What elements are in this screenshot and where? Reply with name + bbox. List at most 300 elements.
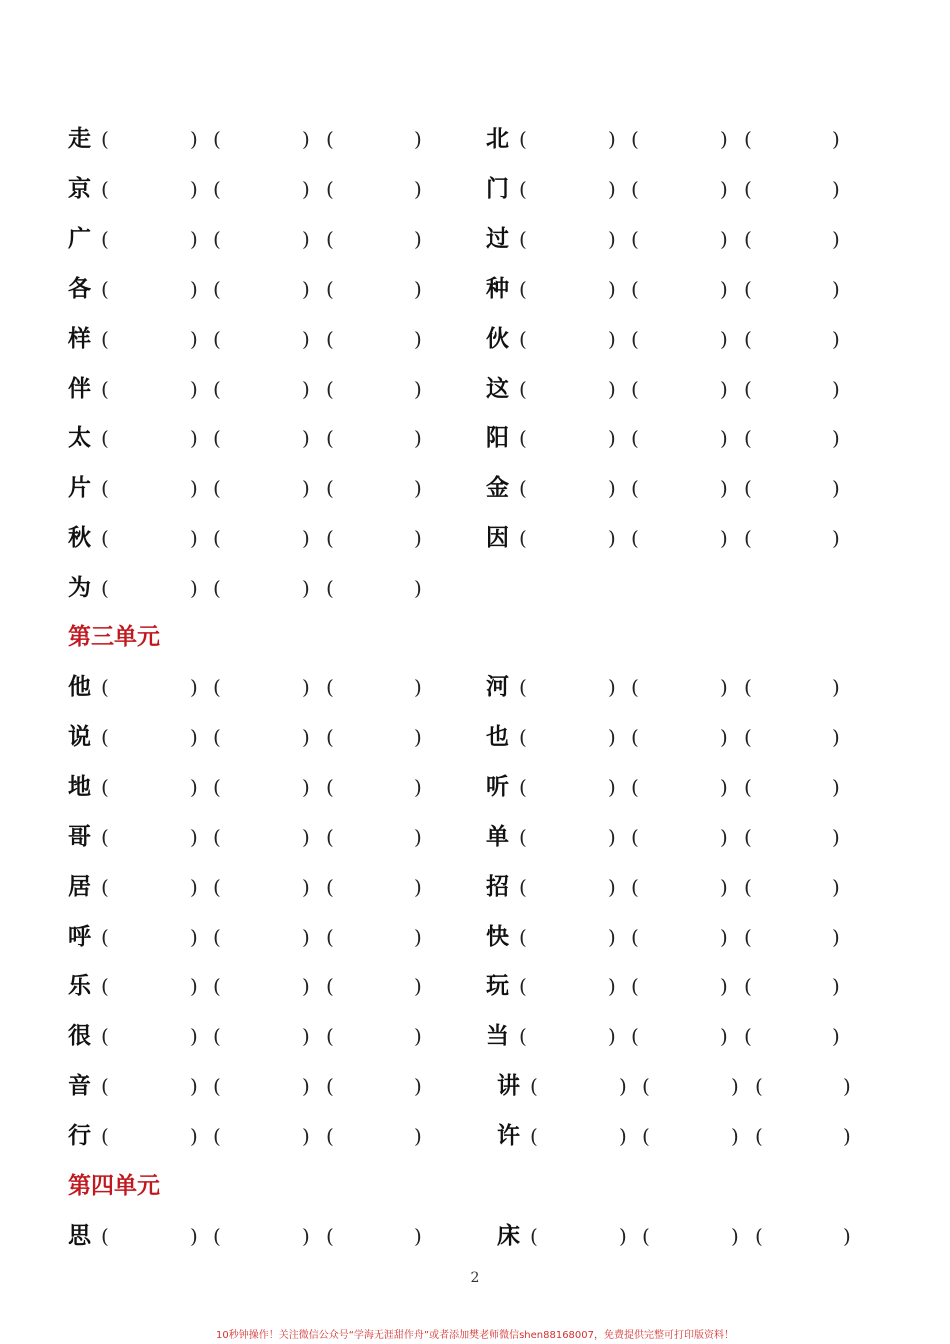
close-paren: ) [832, 226, 840, 251]
open-paren: ( [326, 476, 334, 501]
open-paren: ( [744, 526, 752, 551]
open-paren: ( [519, 724, 527, 749]
target-character: 他 [68, 673, 91, 700]
target-character: 居 [68, 872, 91, 900]
close-paren: ) [190, 476, 198, 501]
close-paren: ) [190, 176, 198, 201]
open-paren: ( [326, 176, 334, 201]
worksheet-row [0, 1116, 950, 1156]
open-paren: ( [530, 1074, 538, 1099]
open-paren: ( [213, 675, 221, 699]
close-paren: ) [190, 426, 198, 451]
target-character: 音 [68, 1072, 91, 1100]
close-paren: ) [608, 675, 616, 699]
open-paren: ( [101, 1224, 109, 1248]
close-paren: ) [302, 974, 310, 999]
close-paren: ) [414, 1224, 422, 1248]
open-paren: ( [326, 1124, 334, 1149]
close-paren: ) [414, 675, 422, 699]
close-paren: ) [302, 326, 310, 351]
worksheet-row [0, 369, 950, 409]
close-paren: ) [302, 376, 310, 401]
close-paren: ) [720, 276, 728, 301]
open-paren: ( [213, 226, 221, 251]
open-paren: ( [326, 276, 334, 301]
target-character: 过 [486, 224, 509, 252]
close-paren: ) [832, 276, 840, 301]
open-paren: ( [744, 724, 752, 749]
open-paren: ( [213, 724, 221, 749]
open-paren: ( [755, 1074, 763, 1099]
page-number: 2 [470, 1270, 480, 1286]
open-paren: ( [326, 326, 334, 351]
close-paren: ) [608, 924, 616, 949]
target-character: 哥 [68, 822, 91, 850]
close-paren: ) [720, 924, 728, 949]
worksheet-row [0, 418, 950, 458]
close-paren: ) [720, 774, 728, 799]
open-paren: ( [519, 476, 527, 501]
target-character: 走 [68, 125, 91, 152]
open-paren: ( [213, 774, 221, 799]
close-paren: ) [302, 924, 310, 949]
close-paren: ) [731, 1124, 739, 1149]
close-paren: ) [608, 974, 616, 999]
target-character: 河 [486, 673, 509, 700]
target-character: 呼 [68, 922, 91, 950]
target-character: 京 [68, 174, 91, 202]
open-paren: ( [213, 426, 221, 451]
close-paren: ) [720, 426, 728, 451]
open-paren: ( [642, 1224, 650, 1248]
close-paren: ) [190, 724, 198, 749]
close-paren: ) [190, 276, 198, 301]
close-paren: ) [608, 326, 616, 351]
unit-3-heading: 第三单元 [68, 623, 160, 650]
open-paren: ( [213, 824, 221, 849]
target-character: 也 [486, 722, 509, 750]
open-paren: ( [101, 426, 109, 451]
close-paren: ) [832, 526, 840, 551]
open-paren: ( [213, 127, 221, 151]
close-paren: ) [302, 774, 310, 799]
close-paren: ) [832, 376, 840, 401]
target-character: 招 [486, 872, 509, 900]
close-paren: ) [414, 874, 422, 899]
close-paren: ) [302, 226, 310, 251]
open-paren: ( [642, 1124, 650, 1149]
target-character: 为 [68, 574, 91, 602]
target-character: 讲 [497, 1072, 520, 1100]
target-character: 北 [486, 125, 509, 152]
open-paren: ( [326, 774, 334, 799]
worksheet-row [0, 817, 950, 857]
close-paren: ) [190, 1024, 198, 1049]
open-paren: ( [101, 824, 109, 849]
open-paren: ( [631, 774, 639, 799]
target-character: 乐 [68, 972, 91, 1000]
open-paren: ( [101, 376, 109, 401]
open-paren: ( [213, 1024, 221, 1049]
target-character: 种 [486, 274, 509, 302]
worksheet-row [0, 319, 950, 359]
close-paren: ) [414, 476, 422, 501]
close-paren: ) [190, 1224, 198, 1248]
close-paren: ) [414, 824, 422, 849]
open-paren: ( [326, 376, 334, 401]
close-paren: ) [302, 874, 310, 899]
close-paren: ) [832, 426, 840, 451]
open-paren: ( [744, 226, 752, 251]
close-paren: ) [608, 376, 616, 401]
open-paren: ( [101, 1124, 109, 1149]
open-paren: ( [101, 276, 109, 301]
close-paren: ) [843, 1224, 851, 1248]
target-character: 单 [486, 822, 509, 850]
open-paren: ( [631, 426, 639, 451]
open-paren: ( [213, 974, 221, 999]
worksheet-row [0, 767, 950, 807]
open-paren: ( [631, 276, 639, 301]
close-paren: ) [414, 974, 422, 999]
close-paren: ) [731, 1074, 739, 1099]
open-paren: ( [101, 1074, 109, 1099]
open-paren: ( [519, 276, 527, 301]
close-paren: ) [608, 526, 616, 551]
close-paren: ) [302, 675, 310, 699]
open-paren: ( [101, 576, 109, 601]
close-paren: ) [190, 576, 198, 601]
close-paren: ) [608, 1024, 616, 1049]
close-paren: ) [302, 824, 310, 849]
open-paren: ( [326, 1024, 334, 1049]
open-paren: ( [101, 924, 109, 949]
open-paren: ( [101, 774, 109, 799]
close-paren: ) [414, 426, 422, 451]
open-paren: ( [631, 924, 639, 949]
close-paren: ) [302, 276, 310, 301]
open-paren: ( [326, 226, 334, 251]
close-paren: ) [302, 576, 310, 601]
worksheet-row [0, 867, 950, 907]
open-paren: ( [326, 1074, 334, 1099]
open-paren: ( [519, 526, 527, 551]
open-paren: ( [326, 874, 334, 899]
worksheet-row [0, 169, 950, 209]
open-paren: ( [101, 176, 109, 201]
target-character: 当 [486, 1022, 509, 1050]
close-paren: ) [832, 1024, 840, 1049]
target-character: 门 [486, 174, 509, 202]
close-paren: ) [608, 724, 616, 749]
open-paren: ( [744, 774, 752, 799]
close-paren: ) [720, 1024, 728, 1049]
open-paren: ( [213, 176, 221, 201]
open-paren: ( [744, 176, 752, 201]
target-character: 阳 [486, 424, 509, 452]
close-paren: ) [832, 724, 840, 749]
open-paren: ( [744, 276, 752, 301]
open-paren: ( [519, 924, 527, 949]
open-paren: ( [744, 924, 752, 949]
close-paren: ) [190, 1124, 198, 1149]
open-paren: ( [755, 1124, 763, 1149]
close-paren: ) [619, 1124, 627, 1149]
open-paren: ( [519, 874, 527, 899]
close-paren: ) [190, 376, 198, 401]
target-character: 因 [486, 524, 509, 552]
open-paren: ( [631, 376, 639, 401]
close-paren: ) [619, 1224, 627, 1248]
close-paren: ) [832, 675, 840, 699]
open-paren: ( [101, 326, 109, 351]
close-paren: ) [302, 176, 310, 201]
open-paren: ( [530, 1124, 538, 1149]
close-paren: ) [190, 326, 198, 351]
close-paren: ) [720, 526, 728, 551]
open-paren: ( [744, 974, 752, 999]
close-paren: ) [190, 226, 198, 251]
worksheet-row [0, 1216, 950, 1256]
open-paren: ( [326, 974, 334, 999]
open-paren: ( [213, 924, 221, 949]
target-character: 这 [486, 374, 509, 402]
open-paren: ( [519, 426, 527, 451]
close-paren: ) [832, 974, 840, 999]
close-paren: ) [832, 476, 840, 501]
worksheet-row [0, 1016, 950, 1056]
close-paren: ) [414, 924, 422, 949]
open-paren: ( [530, 1224, 538, 1248]
target-character: 地 [68, 772, 91, 800]
close-paren: ) [414, 1024, 422, 1049]
open-paren: ( [642, 1074, 650, 1099]
open-paren: ( [631, 824, 639, 849]
close-paren: ) [720, 974, 728, 999]
close-paren: ) [190, 924, 198, 949]
open-paren: ( [631, 874, 639, 899]
target-character: 片 [68, 474, 91, 502]
open-paren: ( [519, 774, 527, 799]
close-paren: ) [608, 476, 616, 501]
open-paren: ( [631, 1024, 639, 1049]
open-paren: ( [213, 376, 221, 401]
close-paren: ) [720, 724, 728, 749]
close-paren: ) [843, 1124, 851, 1149]
open-paren: ( [744, 675, 752, 699]
open-paren: ( [213, 1124, 221, 1149]
open-paren: ( [101, 526, 109, 551]
open-paren: ( [213, 576, 221, 601]
target-character: 广 [68, 224, 91, 252]
close-paren: ) [302, 1074, 310, 1099]
close-paren: ) [414, 724, 422, 749]
open-paren: ( [519, 376, 527, 401]
close-paren: ) [832, 176, 840, 201]
target-character: 样 [68, 324, 91, 352]
close-paren: ) [720, 476, 728, 501]
open-paren: ( [326, 924, 334, 949]
close-paren: ) [414, 226, 422, 251]
close-paren: ) [720, 176, 728, 201]
close-paren: ) [619, 1074, 627, 1099]
close-paren: ) [720, 376, 728, 401]
close-paren: ) [302, 127, 310, 151]
worksheet-row [0, 1066, 950, 1106]
close-paren: ) [832, 774, 840, 799]
close-paren: ) [190, 675, 198, 699]
close-paren: ) [414, 176, 422, 201]
worksheet-row [0, 468, 950, 508]
worksheet-row [0, 269, 950, 309]
close-paren: ) [414, 326, 422, 351]
worksheet-row [0, 518, 950, 558]
close-paren: ) [302, 1024, 310, 1049]
open-paren: ( [213, 1224, 221, 1248]
target-character: 行 [68, 1122, 91, 1150]
target-character: 许 [497, 1122, 520, 1150]
open-paren: ( [101, 1024, 109, 1049]
close-paren: ) [608, 276, 616, 301]
open-paren: ( [744, 326, 752, 351]
close-paren: ) [190, 1074, 198, 1099]
target-character: 秋 [68, 524, 91, 552]
open-paren: ( [744, 824, 752, 849]
open-paren: ( [519, 176, 527, 201]
close-paren: ) [832, 924, 840, 949]
close-paren: ) [414, 1124, 422, 1149]
open-paren: ( [326, 1224, 334, 1248]
open-paren: ( [101, 675, 109, 699]
open-paren: ( [213, 526, 221, 551]
open-paren: ( [101, 476, 109, 501]
open-paren: ( [519, 127, 527, 151]
target-character: 太 [68, 424, 91, 452]
close-paren: ) [414, 774, 422, 799]
close-paren: ) [190, 774, 198, 799]
open-paren: ( [631, 127, 639, 151]
close-paren: ) [414, 376, 422, 401]
worksheet-row [0, 568, 950, 608]
close-paren: ) [608, 176, 616, 201]
open-paren: ( [631, 675, 639, 699]
close-paren: ) [190, 526, 198, 551]
close-paren: ) [608, 127, 616, 151]
open-paren: ( [326, 127, 334, 151]
close-paren: ) [720, 675, 728, 699]
target-character: 伴 [68, 374, 91, 402]
open-paren: ( [631, 724, 639, 749]
open-paren: ( [744, 127, 752, 151]
close-paren: ) [608, 426, 616, 451]
target-character: 说 [68, 722, 91, 750]
target-character: 听 [486, 772, 509, 800]
open-paren: ( [519, 824, 527, 849]
open-paren: ( [755, 1224, 763, 1248]
close-paren: ) [608, 226, 616, 251]
open-paren: ( [213, 476, 221, 501]
open-paren: ( [101, 127, 109, 151]
target-character: 各 [68, 274, 91, 302]
close-paren: ) [190, 127, 198, 151]
open-paren: ( [631, 526, 639, 551]
open-paren: ( [326, 675, 334, 699]
close-paren: ) [832, 874, 840, 899]
close-paren: ) [832, 127, 840, 151]
open-paren: ( [744, 476, 752, 501]
worksheet-row [0, 219, 950, 259]
open-paren: ( [101, 724, 109, 749]
close-paren: ) [414, 576, 422, 601]
close-paren: ) [832, 824, 840, 849]
target-character: 金 [486, 474, 509, 502]
close-paren: ) [302, 526, 310, 551]
target-character: 很 [68, 1022, 91, 1050]
close-paren: ) [302, 476, 310, 501]
open-paren: ( [631, 176, 639, 201]
open-paren: ( [631, 326, 639, 351]
close-paren: ) [720, 127, 728, 151]
close-paren: ) [832, 326, 840, 351]
close-paren: ) [720, 326, 728, 351]
open-paren: ( [326, 526, 334, 551]
close-paren: ) [720, 874, 728, 899]
close-paren: ) [302, 426, 310, 451]
close-paren: ) [414, 1074, 422, 1099]
open-paren: ( [326, 576, 334, 601]
target-character: 快 [486, 922, 509, 950]
open-paren: ( [519, 675, 527, 699]
open-paren: ( [519, 226, 527, 251]
close-paren: ) [414, 127, 422, 151]
close-paren: ) [190, 824, 198, 849]
close-paren: ) [414, 526, 422, 551]
worksheet-row [0, 667, 950, 707]
open-paren: ( [213, 874, 221, 899]
open-paren: ( [101, 974, 109, 999]
open-paren: ( [744, 426, 752, 451]
close-paren: ) [720, 226, 728, 251]
open-paren: ( [631, 974, 639, 999]
open-paren: ( [101, 874, 109, 899]
close-paren: ) [302, 1124, 310, 1149]
open-paren: ( [326, 724, 334, 749]
close-paren: ) [302, 724, 310, 749]
close-paren: ) [608, 824, 616, 849]
worksheet-row [0, 717, 950, 757]
open-paren: ( [326, 824, 334, 849]
open-paren: ( [631, 476, 639, 501]
open-paren: ( [631, 226, 639, 251]
close-paren: ) [608, 874, 616, 899]
close-paren: ) [190, 974, 198, 999]
open-paren: ( [213, 326, 221, 351]
open-paren: ( [744, 376, 752, 401]
open-paren: ( [213, 1074, 221, 1099]
target-character: 床 [497, 1222, 520, 1249]
unit-4-heading: 第四单元 [68, 1172, 160, 1199]
open-paren: ( [101, 226, 109, 251]
target-character: 伙 [486, 324, 509, 352]
close-paren: ) [720, 824, 728, 849]
open-paren: ( [744, 874, 752, 899]
footer-notice: 10秒钟操作！关注微信公众号“学海无涯甜作舟”或者添加樊老师微信shen88168007，免费提供完整可打印版资料！ [215, 1330, 735, 1341]
open-paren: ( [326, 426, 334, 451]
target-character: 玩 [486, 972, 509, 1000]
open-paren: ( [519, 1024, 527, 1049]
close-paren: ) [190, 874, 198, 899]
close-paren: ) [731, 1224, 739, 1248]
